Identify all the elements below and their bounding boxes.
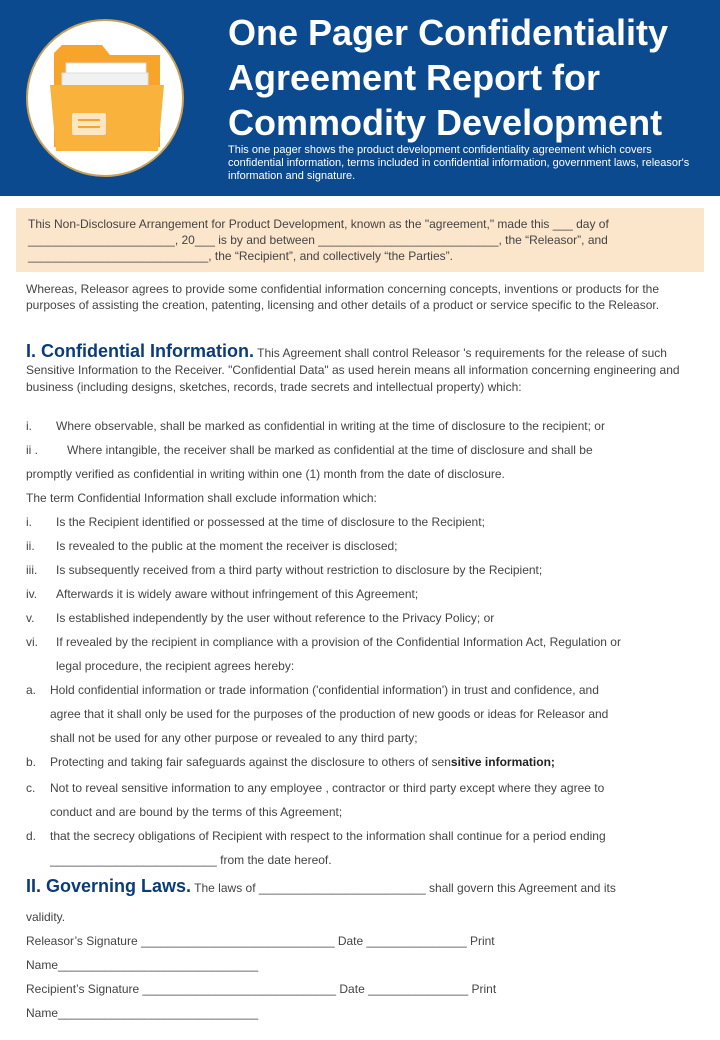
intro-box: This Non-Disclosure Arrangement for Product Development, known as the "agreement," made this ___ day of ______________________, 20___ is by and between ___________________________, the “Releasor”, and ___________________________, the “Recipient”, and collectively “the Parties”. (16, 208, 704, 272)
list-item-num: v. (26, 611, 35, 625)
obligation-line: Hold confidential information or trade information ('confidential information') in trust and confidence, and (50, 683, 599, 697)
list-item: Is subsequently received from a third party without restriction to disclosure by the Recipient; (56, 563, 543, 577)
recipient-name-line: Name______________________________ (26, 1006, 259, 1020)
list-item: Afterwards it is widely aware without infringement of this Agreement; (56, 587, 419, 601)
section2-heading: II. Governing Laws. (26, 876, 192, 896)
item-i-num: i. (26, 419, 32, 433)
section-confidential-info (26, 343, 686, 396)
list-item: If revealed by the recipient in compliance with a provision of the Confidential Information Act, Regulation or (56, 635, 621, 649)
obligation-line: shall not be used for any other purpose or revealed to any third party; (50, 731, 418, 745)
recipient-signature-line: Recipient’s Signature _____________________________ Date _______________ Print (26, 982, 497, 996)
obligation-b-text: Protecting and taking fair safeguards against the disclosure to others of sen (50, 755, 451, 769)
section1-body: This Agreement shall control Releasor 's requirements for the release of such Sensitive Information to the Receiver. "Confidential Data" as used herein means all information concerning engineering and business (including designs, sketches, records, trade secrets and intellectual property) which: (26, 346, 680, 394)
obligation-line: agree that it shall only be used for the purposes of the production of new goods or ideas for Releasor and (50, 707, 609, 721)
obligation-num: d. (26, 829, 37, 843)
list-item: Is revealed to the public at the moment the receiver is disclosed; (56, 539, 398, 553)
obligation-b-bold: sitive information; (450, 755, 555, 769)
list-item-continued: legal procedure, the recipient agrees hereby: (56, 659, 295, 673)
page-subtitle: This one pager shows the product development confidentiality agreement which covers confidential information, terms included in confidential information, government laws, releasor's information and signature. (228, 144, 690, 182)
obligation-line: that the secrecy obligations of Recipient with respect to the information shall continue for a period ending (50, 829, 606, 843)
list-item-num: ii. (26, 539, 35, 553)
exclude-intro: The term Confidential Information shall exclude information which: (26, 491, 377, 505)
page-title: One Pager Confidentiality Agreement Report for Commodity Development (228, 12, 669, 143)
list-item: Is the Recipient identified or possessed at the time of disclosure to the Recipient; (56, 515, 485, 529)
list-item-num: iii. (26, 563, 38, 577)
list-item-num: vi. (26, 635, 38, 649)
obligation-line: Not to reveal sensitive information to any employee , contractor or third party except where they agree to (50, 781, 605, 795)
obligation-line: conduct and are bound by the terms of this Agreement; (50, 805, 343, 819)
obligation-num: c. (26, 781, 36, 795)
list-item: Is established independently by the user without reference to the Privacy Policy; or (56, 611, 495, 625)
section2-body-continued: validity. (26, 910, 66, 924)
item-ii-num: ii . (26, 443, 38, 457)
list-item-num: i. (26, 515, 32, 529)
logo-circle (26, 19, 184, 177)
folder-icon (48, 43, 166, 157)
section2-body: The laws of _________________________ shall govern this Agreement and its (194, 881, 616, 895)
obligation-line: _________________________ from the date hereof. (50, 853, 332, 867)
list-item-num: iv. (26, 587, 38, 601)
obligation-num: a. (26, 683, 37, 697)
item-ii-continued: promptly verified as confidential in writing within one (1) month from the date of disclosure. (26, 467, 505, 481)
item-i-text: Where observable, shall be marked as confidential in writing at the time of disclosure to the recipient; or (56, 419, 605, 433)
section-governing-laws (26, 878, 616, 896)
obligation-line (50, 754, 555, 770)
whereas-paragraph: Whereas, Releasor agrees to provide some confidential information concerning concepts, inventions or products for the purposes of assisting the creation, patenting, licensing and other details of a product or service specific to the Releasor. (26, 282, 660, 312)
section1-heading: I. Confidential Information. (26, 341, 254, 361)
obligation-num: b. (26, 755, 37, 769)
releasor-signature-line: Releasor’s Signature _____________________________ Date _______________ Print (26, 934, 495, 948)
item-ii-text: Where intangible, the receiver shall be marked as confidential at the time of disclosure and shall be (67, 443, 593, 457)
releasor-name-line: Name______________________________ (26, 958, 259, 972)
header-banner (0, 0, 720, 196)
